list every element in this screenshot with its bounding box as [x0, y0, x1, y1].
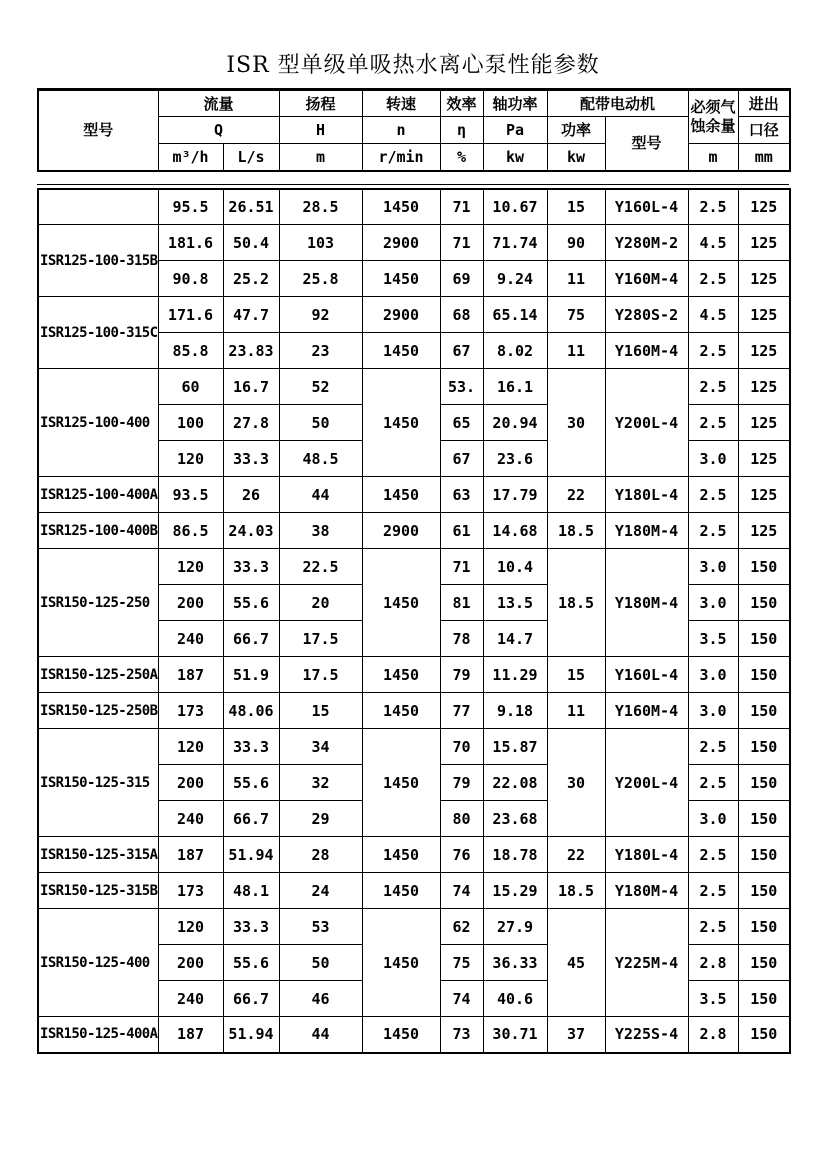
header-speed: 转速 — [362, 90, 440, 117]
cell-h: 34 — [279, 729, 362, 765]
cell-motor: Y200L-4 — [605, 369, 688, 477]
cell-h: 38 — [279, 513, 362, 549]
header-npsh-line2: 蚀余量 — [690, 117, 736, 135]
cell-eta: 71 — [440, 225, 483, 261]
unit-efficiency: % — [440, 144, 483, 171]
cell-dn: 125 — [738, 189, 790, 225]
cell-h: 44 — [279, 477, 362, 513]
cell-npsh: 3.0 — [688, 441, 738, 477]
cell-n: 1450 — [362, 1017, 440, 1053]
cell-dn: 125 — [738, 225, 790, 261]
cell-pa: 18.78 — [483, 837, 547, 873]
cell-motor: Y180M-4 — [605, 513, 688, 549]
cell-eta: 74 — [440, 981, 483, 1017]
cell-h: 50 — [279, 405, 362, 441]
cell-h: 17.5 — [279, 657, 362, 693]
cell-npsh: 3.5 — [688, 981, 738, 1017]
unit-npsh: m — [688, 144, 738, 171]
cell-pa: 30.71 — [483, 1017, 547, 1053]
cell-motor: Y160M-4 — [605, 693, 688, 729]
cell-n: 1450 — [362, 477, 440, 513]
cell-n: 1450 — [362, 333, 440, 369]
cell-pa: 17.79 — [483, 477, 547, 513]
cell-q_m3h: 100 — [158, 405, 223, 441]
cell-npsh: 2.5 — [688, 513, 738, 549]
cell-npsh: 3.0 — [688, 585, 738, 621]
unit-flow-ls: L/s — [223, 144, 279, 171]
cell-pa: 71.74 — [483, 225, 547, 261]
cell-n: 1450 — [362, 873, 440, 909]
cell-dn: 150 — [738, 873, 790, 909]
cell-npsh: 2.5 — [688, 765, 738, 801]
cell-q_ls: 26 — [223, 477, 279, 513]
cell-power: 11 — [547, 693, 605, 729]
cell-motor: Y225S-4 — [605, 1017, 688, 1053]
cell-power: 30 — [547, 729, 605, 837]
cell-pa: 14.68 — [483, 513, 547, 549]
cell-motor: Y160L-4 — [605, 657, 688, 693]
table-row — [38, 369, 790, 405]
table-row — [38, 837, 790, 873]
cell-eta: 61 — [440, 513, 483, 549]
cell-dn: 125 — [738, 261, 790, 297]
unit-diameter: mm — [738, 144, 790, 171]
cell-motor: Y225M-4 — [605, 909, 688, 1017]
cell-dn: 150 — [738, 693, 790, 729]
cell-q_ls: 51.94 — [223, 1017, 279, 1053]
cell-dn: 150 — [738, 1017, 790, 1053]
cell-h: 28 — [279, 837, 362, 873]
cell-q_ls: 66.7 — [223, 801, 279, 837]
unit-motor-power: kw — [547, 144, 605, 171]
cell-n: 1450 — [362, 657, 440, 693]
cell-q_m3h: 200 — [158, 945, 223, 981]
header-efficiency-symbol: η — [440, 117, 483, 144]
cell-h: 29 — [279, 801, 362, 837]
cell-dn: 125 — [738, 405, 790, 441]
table-row — [38, 477, 790, 513]
cell-model: ISR150-125-315B — [38, 873, 158, 909]
cell-pa: 65.14 — [483, 297, 547, 333]
cell-npsh: 2.5 — [688, 909, 738, 945]
cell-pa: 9.18 — [483, 693, 547, 729]
cell-model: ISR150-125-400A — [38, 1017, 158, 1053]
cell-q_m3h: 93.5 — [158, 477, 223, 513]
cell-motor: Y180L-4 — [605, 477, 688, 513]
cell-eta: 70 — [440, 729, 483, 765]
cell-pa: 16.1 — [483, 369, 547, 405]
cell-dn: 125 — [738, 441, 790, 477]
page-title: ISR 型单级单吸热水离心泵性能参数 — [226, 53, 600, 78]
cell-dn: 125 — [738, 297, 790, 333]
cell-power: 15 — [547, 189, 605, 225]
cell-motor: Y180M-4 — [605, 873, 688, 909]
cell-model: ISR125-100-400 — [38, 369, 158, 477]
cell-pa: 15.29 — [483, 873, 547, 909]
cell-npsh: 2.5 — [688, 405, 738, 441]
cell-eta: 78 — [440, 621, 483, 657]
header-model: 型号 — [38, 90, 158, 171]
cell-power: 30 — [547, 369, 605, 477]
header-shaft-power: 轴功率 — [483, 90, 547, 117]
cell-pa: 8.02 — [483, 333, 547, 369]
cell-q_ls: 66.7 — [223, 621, 279, 657]
cell-npsh: 2.5 — [688, 261, 738, 297]
cell-power: 18.5 — [547, 549, 605, 657]
cell-h: 46 — [279, 981, 362, 1017]
unit-head: m — [279, 144, 362, 171]
cell-motor: Y160L-4 — [605, 189, 688, 225]
header-row-1 — [38, 90, 790, 117]
cell-eta: 63 — [440, 477, 483, 513]
cell-eta: 73 — [440, 1017, 483, 1053]
cell-dn: 125 — [738, 369, 790, 405]
cell-npsh: 3.0 — [688, 657, 738, 693]
cell-q_m3h: 173 — [158, 693, 223, 729]
cell-pa: 14.7 — [483, 621, 547, 657]
cell-pa: 36.33 — [483, 945, 547, 981]
cell-dn: 150 — [738, 837, 790, 873]
cell-eta: 69 — [440, 261, 483, 297]
cell-pa: 9.24 — [483, 261, 547, 297]
cell-q_m3h: 173 — [158, 873, 223, 909]
cell-eta: 76 — [440, 837, 483, 873]
cell-npsh: 4.5 — [688, 225, 738, 261]
cell-q_ls: 55.6 — [223, 765, 279, 801]
cell-q_ls: 26.51 — [223, 189, 279, 225]
cell-dn: 125 — [738, 477, 790, 513]
cell-pa: 13.5 — [483, 585, 547, 621]
cell-dn: 150 — [738, 909, 790, 945]
cell-eta: 79 — [440, 657, 483, 693]
cell-q_ls: 47.7 — [223, 297, 279, 333]
cell-model: ISR125-100-400B — [38, 513, 158, 549]
cell-eta: 67 — [440, 441, 483, 477]
cell-q_m3h: 187 — [158, 1017, 223, 1053]
cell-pa: 23.6 — [483, 441, 547, 477]
header-motor: 配带电动机 — [547, 90, 688, 117]
cell-npsh: 2.5 — [688, 873, 738, 909]
cell-model: ISR150-125-250B — [38, 693, 158, 729]
cell-q_ls: 48.06 — [223, 693, 279, 729]
data-table — [37, 188, 791, 1054]
cell-dn: 150 — [738, 549, 790, 585]
table-row — [38, 873, 790, 909]
cell-npsh: 3.0 — [688, 549, 738, 585]
cell-q_m3h: 240 — [158, 621, 223, 657]
table-row — [38, 693, 790, 729]
cell-model — [38, 189, 158, 225]
cell-dn: 150 — [738, 729, 790, 765]
cell-q_m3h: 200 — [158, 765, 223, 801]
cell-q_ls: 50.4 — [223, 225, 279, 261]
cell-model: ISR150-125-250 — [38, 549, 158, 657]
cell-motor: Y200L-4 — [605, 729, 688, 837]
cell-npsh: 2.5 — [688, 333, 738, 369]
cell-npsh: 3.5 — [688, 621, 738, 657]
cell-n: 1450 — [362, 909, 440, 1017]
table-row — [38, 657, 790, 693]
cell-q_ls: 55.6 — [223, 945, 279, 981]
cell-q_m3h: 181.6 — [158, 225, 223, 261]
cell-pa: 22.08 — [483, 765, 547, 801]
cell-q_ls: 33.3 — [223, 549, 279, 585]
header-diameter-line1: 进出 — [738, 90, 790, 117]
cell-pa: 10.4 — [483, 549, 547, 585]
unit-flow-m3h: m³/h — [158, 144, 223, 171]
cell-h: 52 — [279, 369, 362, 405]
unit-shaft-power: kw — [483, 144, 547, 171]
cell-eta: 77 — [440, 693, 483, 729]
cell-q_m3h: 120 — [158, 441, 223, 477]
cell-q_ls: 66.7 — [223, 981, 279, 1017]
cell-eta: 71 — [440, 549, 483, 585]
cell-npsh: 2.8 — [688, 945, 738, 981]
cell-n: 2900 — [362, 297, 440, 333]
cell-npsh: 2.5 — [688, 189, 738, 225]
cell-motor: Y280S-2 — [605, 297, 688, 333]
cell-h: 20 — [279, 585, 362, 621]
table-row — [38, 189, 790, 225]
cell-power: 15 — [547, 657, 605, 693]
cell-h: 17.5 — [279, 621, 362, 657]
cell-q_m3h: 187 — [158, 657, 223, 693]
cell-npsh: 2.5 — [688, 837, 738, 873]
header-efficiency: 效率 — [440, 90, 483, 117]
header-motor-model: 型号 — [605, 117, 688, 171]
cell-pa: 23.68 — [483, 801, 547, 837]
cell-n: 2900 — [362, 225, 440, 261]
cell-power: 37 — [547, 1017, 605, 1053]
table-row — [38, 729, 790, 765]
cell-h: 50 — [279, 945, 362, 981]
cell-h: 53 — [279, 909, 362, 945]
cell-power: 11 — [547, 261, 605, 297]
cell-q_m3h: 171.6 — [158, 297, 223, 333]
cell-power: 90 — [547, 225, 605, 261]
cell-q_ls: 33.3 — [223, 729, 279, 765]
cell-pa: 11.29 — [483, 657, 547, 693]
cell-npsh: 2.5 — [688, 369, 738, 405]
cell-dn: 150 — [738, 585, 790, 621]
cell-npsh: 2.5 — [688, 477, 738, 513]
cell-h: 32 — [279, 765, 362, 801]
cell-power: 75 — [547, 297, 605, 333]
cell-eta: 81 — [440, 585, 483, 621]
cell-q_ls: 33.3 — [223, 909, 279, 945]
cell-q_ls: 23.83 — [223, 333, 279, 369]
cell-h: 92 — [279, 297, 362, 333]
cell-motor: Y180L-4 — [605, 837, 688, 873]
cell-q_ls: 25.2 — [223, 261, 279, 297]
cell-q_ls: 51.9 — [223, 657, 279, 693]
cell-power: 18.5 — [547, 513, 605, 549]
cell-model: ISR150-125-315A — [38, 837, 158, 873]
cell-n: 1450 — [362, 261, 440, 297]
cell-h: 25.8 — [279, 261, 362, 297]
table-row — [38, 297, 790, 333]
cell-q_ls: 48.1 — [223, 873, 279, 909]
cell-model: ISR150-125-315 — [38, 729, 158, 837]
cell-motor: Y160M-4 — [605, 261, 688, 297]
cell-power: 11 — [547, 333, 605, 369]
cell-q_m3h: 120 — [158, 909, 223, 945]
cell-q_m3h: 90.8 — [158, 261, 223, 297]
cell-eta: 62 — [440, 909, 483, 945]
cell-q_m3h: 240 — [158, 801, 223, 837]
cell-eta: 79 — [440, 765, 483, 801]
header-motor-power: 功率 — [547, 117, 605, 144]
cell-dn: 150 — [738, 945, 790, 981]
cell-pa: 15.87 — [483, 729, 547, 765]
header-flow: 流量 — [158, 90, 279, 117]
cell-q_ls: 55.6 — [223, 585, 279, 621]
cell-eta: 75 — [440, 945, 483, 981]
cell-q_m3h: 120 — [158, 729, 223, 765]
unit-speed: r/min — [362, 144, 440, 171]
cell-q_ls: 33.3 — [223, 441, 279, 477]
header-diameter-line2: 口径 — [738, 117, 790, 144]
cell-q_m3h: 95.5 — [158, 189, 223, 225]
cell-h: 103 — [279, 225, 362, 261]
cell-power: 18.5 — [547, 873, 605, 909]
cell-n: 1450 — [362, 369, 440, 477]
header-flow-symbol: Q — [158, 117, 279, 144]
cell-eta: 65 — [440, 405, 483, 441]
cell-h: 48.5 — [279, 441, 362, 477]
cell-model: ISR125-100-315B — [38, 225, 158, 297]
header-npsh-line1: 必须气 — [690, 98, 736, 116]
cell-dn: 150 — [738, 765, 790, 801]
cell-n: 1450 — [362, 693, 440, 729]
cell-eta: 80 — [440, 801, 483, 837]
table-row — [38, 225, 790, 261]
cell-npsh: 2.5 — [688, 729, 738, 765]
cell-q_m3h: 200 — [158, 585, 223, 621]
data-table-double-rule — [37, 184, 789, 1054]
cell-q_m3h: 86.5 — [158, 513, 223, 549]
cell-q_m3h: 60 — [158, 369, 223, 405]
cell-dn: 150 — [738, 657, 790, 693]
cell-n: 1450 — [362, 189, 440, 225]
cell-n: 1450 — [362, 549, 440, 657]
cell-pa: 40.6 — [483, 981, 547, 1017]
header-npsh — [688, 90, 738, 144]
cell-dn: 150 — [738, 801, 790, 837]
cell-eta: 74 — [440, 873, 483, 909]
cell-n: 2900 — [362, 513, 440, 549]
cell-eta: 68 — [440, 297, 483, 333]
header-head-symbol: H — [279, 117, 362, 144]
cell-npsh: 3.0 — [688, 693, 738, 729]
cell-eta: 67 — [440, 333, 483, 369]
cell-h: 44 — [279, 1017, 362, 1053]
cell-dn: 150 — [738, 621, 790, 657]
cell-power: 45 — [547, 909, 605, 1017]
cell-dn: 125 — [738, 333, 790, 369]
cell-dn: 150 — [738, 981, 790, 1017]
cell-q_ls: 51.94 — [223, 837, 279, 873]
cell-model: ISR150-125-250A — [38, 657, 158, 693]
header-table — [37, 88, 791, 172]
cell-npsh: 4.5 — [688, 297, 738, 333]
cell-power: 22 — [547, 477, 605, 513]
cell-q_m3h: 187 — [158, 837, 223, 873]
cell-h: 24 — [279, 873, 362, 909]
cell-pa: 10.67 — [483, 189, 547, 225]
header-speed-symbol: n — [362, 117, 440, 144]
cell-model: ISR125-100-400A — [38, 477, 158, 513]
cell-pa: 20.94 — [483, 405, 547, 441]
header-shaft-power-symbol: Pa — [483, 117, 547, 144]
cell-h: 23 — [279, 333, 362, 369]
cell-q_ls: 16.7 — [223, 369, 279, 405]
cell-n: 1450 — [362, 729, 440, 837]
cell-h: 15 — [279, 693, 362, 729]
cell-q_m3h: 120 — [158, 549, 223, 585]
cell-motor: Y280M-2 — [605, 225, 688, 261]
cell-npsh: 2.8 — [688, 1017, 738, 1053]
cell-motor: Y160M-4 — [605, 333, 688, 369]
cell-power: 22 — [547, 837, 605, 873]
cell-model: ISR125-100-315C — [38, 297, 158, 369]
cell-n: 1450 — [362, 837, 440, 873]
cell-model: ISR150-125-400 — [38, 909, 158, 1017]
cell-h: 28.5 — [279, 189, 362, 225]
cell-q_m3h: 240 — [158, 981, 223, 1017]
cell-q_m3h: 85.8 — [158, 333, 223, 369]
table-row — [38, 549, 790, 585]
cell-npsh: 3.0 — [688, 801, 738, 837]
cell-eta: 53. — [440, 369, 483, 405]
table-row — [38, 909, 790, 945]
cell-q_ls: 27.8 — [223, 405, 279, 441]
cell-pa: 27.9 — [483, 909, 547, 945]
header-head: 扬程 — [279, 90, 362, 117]
cell-eta: 71 — [440, 189, 483, 225]
cell-motor: Y180M-4 — [605, 549, 688, 657]
cell-h: 22.5 — [279, 549, 362, 585]
cell-dn: 125 — [738, 513, 790, 549]
table-row — [38, 513, 790, 549]
table-row — [38, 1017, 790, 1053]
cell-q_ls: 24.03 — [223, 513, 279, 549]
